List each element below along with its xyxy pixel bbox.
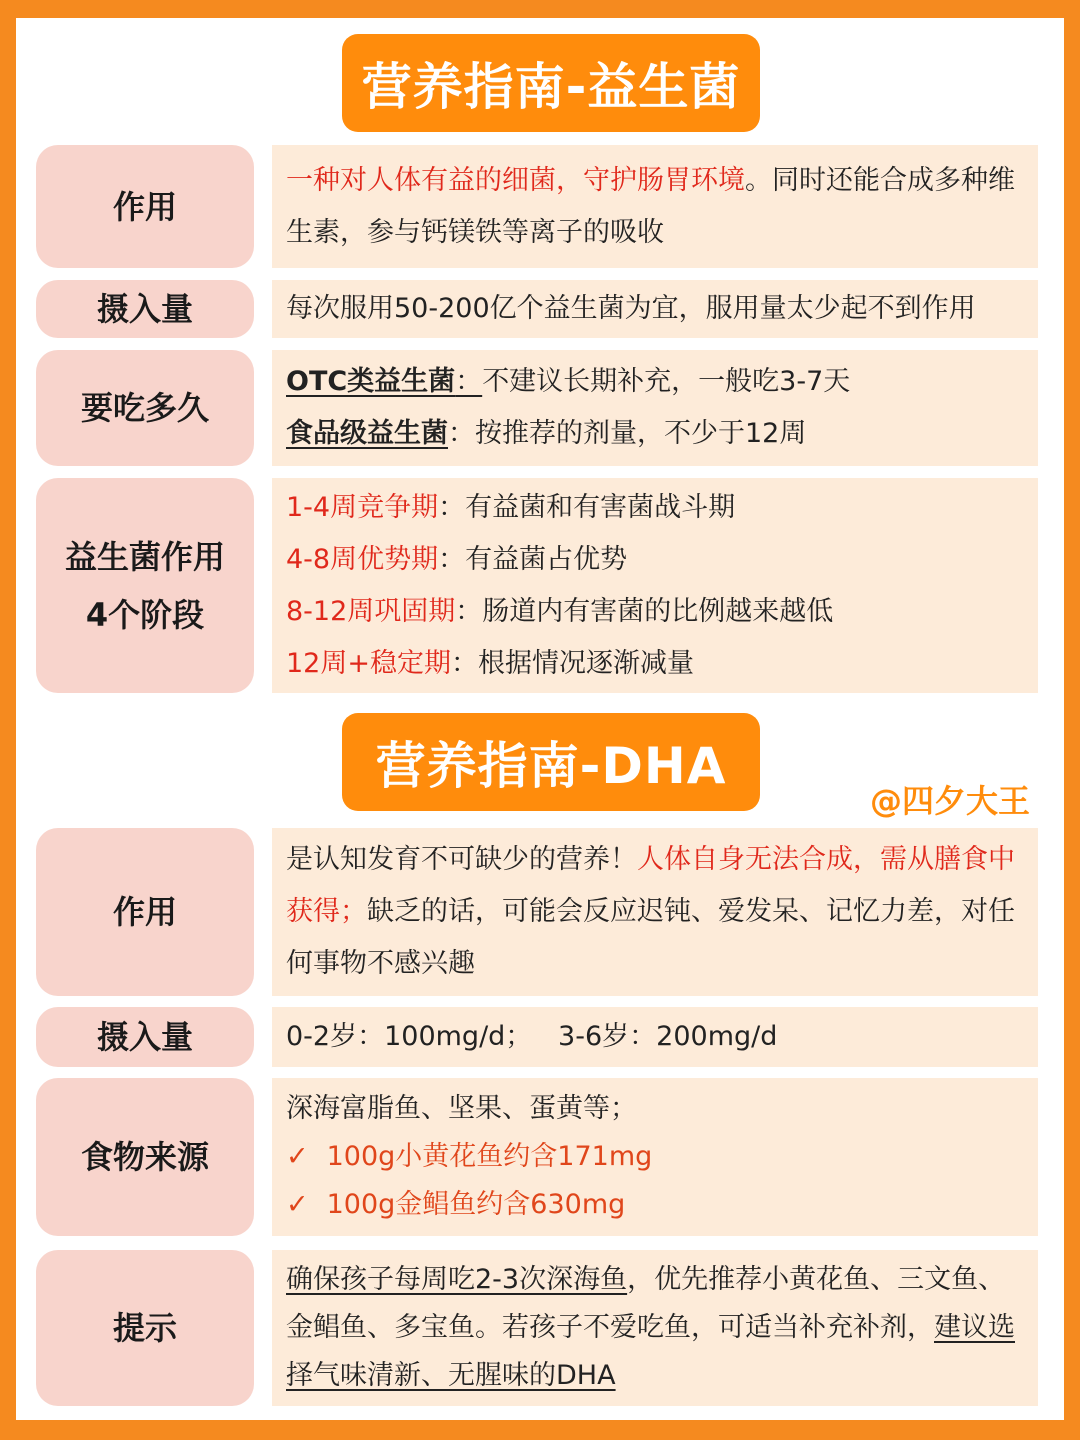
stage-item	[286, 534, 1024, 586]
tip-part3: 建议选择气味清新、无腥味的DHA	[286, 1312, 1015, 1391]
otc-sep: ：	[455, 366, 483, 397]
content-effect-dha	[272, 828, 1038, 996]
stage-text: 根据情况逐渐减量	[477, 647, 694, 679]
source-text: 100g金鲳鱼约含630mg	[326, 1189, 626, 1220]
content-duration	[272, 350, 1038, 466]
stage-sep: ：	[438, 491, 466, 523]
label-intake-probiotic: 摄入量	[36, 280, 254, 338]
check-icon: ✓	[286, 1141, 309, 1172]
label-effect-probiotic: 作用	[36, 145, 254, 268]
dha-effect-highlight: 人体自身无法合成，需从膳食中获得；	[286, 844, 1015, 927]
content-tip	[272, 1250, 1038, 1406]
sources-intro: 深海富脂鱼、坚果、蛋黄等；	[286, 1093, 637, 1124]
content-effect-probiotic	[272, 145, 1038, 268]
dha-effect-part2: 缺乏的话，可能会反应迟钝、爱发呆、记忆力差，对任何事物不感兴趣	[286, 896, 1015, 979]
food-sep: ：	[448, 418, 475, 449]
food-term: 食品级益生菌	[286, 418, 448, 449]
label-duration: 要吃多久	[36, 350, 254, 466]
content-intake-dha	[272, 1007, 1038, 1067]
stages-label-line1: 益生菌作用	[64, 537, 225, 576]
label-stages	[36, 478, 254, 693]
effect-text	[286, 155, 1024, 259]
food-text: 按推荐的剂量，不少于12周	[475, 418, 807, 449]
content-intake-probiotic	[272, 280, 1038, 338]
tip-text	[286, 1256, 1024, 1400]
dha-intake-text: 0-2岁：100mg/d； 3-6岁：200mg/d	[286, 1021, 778, 1052]
stage-item	[286, 638, 1024, 690]
label-intake-dha: 摄入量	[36, 1007, 254, 1067]
stage-term: 12周+稳定期	[286, 647, 451, 679]
stage-term: 1-4周竞争期	[286, 491, 439, 523]
source-item	[286, 1181, 1024, 1229]
stages-label-line2: 4个阶段	[85, 595, 205, 634]
section-title-probiotic: 营养指南-益生菌	[342, 34, 760, 132]
stage-sep: ：	[438, 543, 466, 575]
author-watermark: @四夕大王	[869, 782, 1030, 820]
content-stages	[272, 478, 1038, 693]
label-tip: 提示	[36, 1250, 254, 1406]
label-effect-dha: 作用	[36, 828, 254, 996]
intake-text: 每次服用50-200亿个益生菌为宜，服用量太少起不到作用	[286, 293, 976, 324]
section-title-dha: 营养指南-DHA	[342, 713, 760, 811]
stage-item	[286, 586, 1024, 638]
effect-rest: 。同时还能合成多种维生素，参与钙镁铁等离子的吸收	[286, 164, 1015, 248]
dha-effect-part1: 是认知发育不可缺少的营养！	[286, 844, 637, 875]
otc-text: 不建议长期补充，一般吃3-7天	[482, 366, 851, 397]
otc-term: OTC类益生菌	[286, 366, 456, 397]
stage-text: 肠道内有害菌的比例越来越低	[482, 595, 834, 627]
content-sources	[272, 1078, 1038, 1236]
stage-sep: ：	[450, 647, 478, 679]
effect-highlight: 一种对人体有益的细菌，守护肠胃环境	[286, 164, 745, 196]
stage-sep: ：	[455, 595, 483, 627]
dha-effect-text	[286, 834, 1024, 990]
tip-part2: ，优先推荐小黄花鱼、三文鱼、金鲳鱼、多宝鱼。若孩子不爱吃鱼，可适当补充补剂，	[286, 1264, 1006, 1343]
check-icon: ✓	[286, 1189, 309, 1220]
tip-part1: 确保孩子每周吃2-3次深海鱼	[286, 1264, 628, 1295]
label-sources: 食物来源	[36, 1078, 254, 1236]
source-text: 100g小黄花鱼约含171mg	[326, 1141, 653, 1172]
source-item	[286, 1133, 1024, 1181]
stage-item	[286, 482, 1024, 534]
stage-term: 4-8周优势期	[286, 543, 439, 575]
stage-text: 有益菌占优势	[465, 543, 628, 575]
duration-otc	[286, 356, 1024, 408]
stage-text: 有益菌和有害菌战斗期	[465, 491, 736, 523]
duration-food	[286, 408, 1024, 460]
stage-term: 8-12周巩固期	[286, 595, 456, 627]
